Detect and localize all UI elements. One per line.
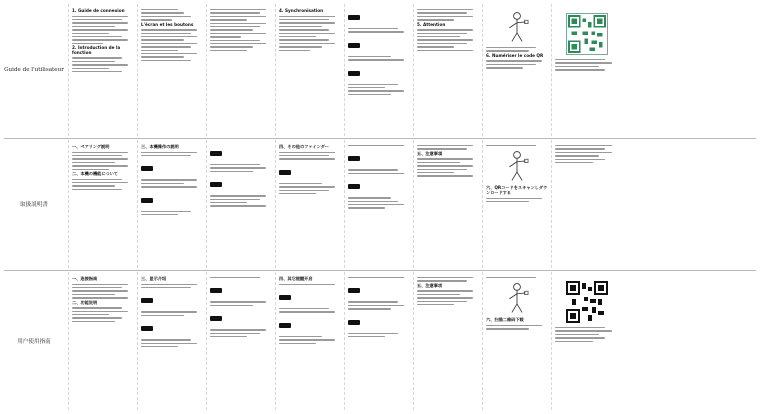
section-heading: 四、其它提醒开启 [279, 276, 313, 281]
text-line [417, 162, 460, 163]
text-line [141, 155, 191, 156]
watch-figure-icon [486, 149, 548, 183]
text-line [348, 84, 398, 85]
text-line [72, 152, 128, 153]
text-line [279, 308, 329, 309]
screen-icon [210, 151, 222, 156]
screen-icon [348, 320, 360, 325]
text-line [417, 36, 460, 37]
text-line [72, 307, 122, 308]
text-line [141, 36, 197, 37]
screen-icon [348, 184, 360, 189]
text-line [210, 33, 266, 34]
text-line [417, 294, 460, 295]
text-line [141, 287, 191, 288]
cover-panel [0, 140, 69, 268]
text-line [486, 50, 529, 51]
japanese-row [0, 140, 760, 268]
section-heading: 二、本機の機能について [72, 170, 118, 176]
text-line [141, 29, 197, 30]
text-line [279, 22, 335, 23]
text-line [210, 164, 260, 165]
text-panel [345, 272, 414, 410]
text-line [348, 90, 404, 91]
text-line [555, 155, 599, 156]
text-line [279, 26, 322, 27]
text-line [348, 28, 398, 29]
text-line [72, 317, 122, 318]
text-line [348, 333, 398, 334]
text-line [417, 158, 473, 159]
screen-icon [141, 198, 153, 203]
text-line [555, 330, 612, 331]
text-line [279, 284, 335, 285]
row-divider [4, 270, 756, 271]
text-line [348, 56, 391, 57]
text-line [72, 321, 115, 322]
text-line [279, 19, 329, 20]
text-line [417, 290, 473, 291]
text-line [210, 36, 241, 37]
text-line [279, 311, 335, 312]
text-line [72, 179, 122, 180]
chinese-row [0, 272, 760, 410]
text-line [417, 277, 473, 278]
text-line [72, 165, 128, 166]
text-line [72, 287, 122, 288]
text-line [417, 297, 473, 298]
text-line [72, 64, 128, 65]
cover-title: 取扱説明書 [20, 202, 48, 208]
text-line [72, 36, 122, 37]
text-line [141, 343, 197, 344]
text-panel [69, 272, 138, 410]
section-heading: 5. Attention [417, 21, 446, 27]
screen-icon [210, 288, 222, 293]
text-line [210, 9, 266, 10]
text-line [279, 16, 335, 17]
text-line [486, 67, 523, 68]
section-heading: 五、注意事项 [417, 282, 443, 288]
screen-icon [279, 323, 291, 328]
text-line [279, 183, 322, 184]
text-line [279, 155, 329, 156]
row-divider [4, 138, 756, 139]
text-line [279, 186, 335, 187]
text-line [555, 341, 593, 342]
text-panel [207, 140, 276, 268]
text-line [141, 315, 184, 316]
french-row [0, 4, 760, 136]
text-line [417, 165, 473, 166]
text-line [210, 336, 247, 337]
text-line [72, 182, 128, 183]
qr-panel [552, 4, 621, 136]
text-line [210, 26, 260, 27]
section-heading: 一、ペアリング説明 [72, 144, 110, 149]
text-panel [345, 4, 414, 136]
text-panel [207, 272, 276, 410]
qr-code-icon [566, 13, 608, 55]
text-line [417, 33, 467, 34]
text-panel [414, 140, 483, 268]
qr-code-icon [566, 281, 608, 323]
text-line [555, 148, 605, 149]
text-line [555, 159, 605, 160]
text-line [486, 201, 529, 202]
text-line [72, 290, 128, 291]
text-line [417, 50, 473, 51]
text-line [417, 16, 473, 17]
text-line [555, 59, 605, 60]
text-line [210, 171, 253, 172]
text-line [486, 60, 542, 61]
text-panel [276, 4, 345, 136]
text-line [141, 152, 197, 153]
text-line [486, 328, 529, 329]
text-line [141, 60, 191, 61]
section-heading: 1. Guide de connexion [72, 8, 125, 13]
section-heading: 五、注意事項 [417, 150, 443, 156]
text-line [555, 327, 605, 328]
screen-icon [348, 288, 360, 293]
text-panel [414, 272, 483, 410]
section-heading: 二、功能说明 [72, 299, 98, 305]
section-heading: 四、その他のファインダー [279, 144, 329, 149]
text-line [279, 339, 335, 340]
text-line [210, 16, 266, 17]
text-line [210, 43, 266, 44]
text-line [348, 336, 385, 337]
text-line [210, 40, 260, 41]
section-heading: 三、本機操作の説明 [141, 144, 179, 149]
text-line [486, 145, 536, 146]
text-line [417, 172, 454, 173]
text-line [348, 204, 404, 205]
text-line [417, 280, 467, 281]
text-panel [207, 4, 276, 136]
text-panel [69, 140, 138, 268]
text-line [141, 284, 197, 285]
text-line [417, 43, 467, 44]
text-line [210, 29, 253, 30]
screen-icon [141, 166, 153, 171]
text-line [72, 155, 122, 156]
text-line [72, 61, 115, 62]
section-heading: 2. Introduction de la fonction [72, 45, 121, 55]
cover-panel [0, 4, 69, 136]
text-line [210, 305, 253, 306]
section-heading: 六、扫描二维码下载 [486, 317, 524, 323]
text-line [555, 62, 612, 63]
text-line [141, 19, 172, 20]
text-line [72, 19, 122, 20]
text-line [279, 336, 322, 337]
text-line [417, 9, 473, 10]
text-panel [345, 140, 414, 268]
text-line [348, 59, 404, 60]
figure-panel [483, 4, 552, 136]
text-line [555, 152, 612, 153]
text-line [141, 53, 197, 54]
text-line [141, 33, 191, 34]
text-line [210, 329, 266, 330]
text-line [348, 94, 391, 95]
text-line [72, 314, 109, 315]
text-line [348, 201, 398, 202]
text-line [417, 301, 467, 302]
text-line [72, 311, 128, 312]
screen-icon [279, 170, 291, 175]
text-line [348, 197, 391, 198]
text-line [72, 169, 109, 170]
text-line [72, 33, 109, 34]
text-line [210, 277, 260, 278]
text-line [555, 145, 612, 146]
text-line [210, 199, 260, 200]
screen-icon [141, 326, 153, 331]
text-line [141, 16, 191, 17]
text-line [210, 12, 260, 13]
text-panel [276, 140, 345, 268]
text-line [72, 22, 128, 23]
screen-icon [210, 182, 222, 187]
text-line [417, 12, 467, 13]
cover-panel [0, 272, 69, 410]
text-line [210, 333, 260, 334]
text-line [279, 158, 335, 159]
text-line [348, 308, 391, 309]
text-line [486, 64, 536, 65]
text-line [141, 46, 191, 47]
text-line [417, 145, 473, 146]
screen-icon [348, 15, 360, 20]
text-line [348, 277, 404, 278]
text-line [348, 31, 404, 32]
text-line [72, 29, 128, 30]
text-line [141, 56, 184, 57]
screen-icon [348, 43, 360, 48]
text-line [279, 50, 310, 51]
text-line [72, 16, 128, 17]
text-line [279, 39, 329, 40]
text-panel [138, 4, 207, 136]
text-line [348, 87, 385, 88]
text-line [141, 339, 191, 340]
text-line [348, 305, 404, 306]
text-line [279, 193, 316, 194]
section-heading: 六、QRコードをスキャンしダウンロードする [486, 185, 548, 195]
figure-panel [483, 140, 552, 268]
text-line [141, 186, 197, 187]
text-line [348, 145, 404, 146]
text-line [279, 343, 316, 344]
section-heading: 4. Synchronisation [279, 8, 324, 13]
text-line [279, 190, 329, 191]
text-line [555, 337, 605, 338]
text-line [417, 19, 454, 20]
text-line [72, 68, 109, 69]
text-line [72, 162, 115, 163]
text-panel [138, 140, 207, 268]
text-line [348, 207, 385, 208]
text-line [279, 29, 329, 30]
screen-icon [141, 298, 153, 303]
text-line [279, 33, 335, 34]
section-heading: L'écran et les boutons [141, 21, 194, 27]
text-line [348, 173, 404, 174]
text-panel [276, 272, 345, 410]
text-line [210, 46, 253, 47]
text-line [348, 301, 398, 302]
screen-icon [279, 295, 291, 300]
text-line [486, 198, 542, 199]
text-line [210, 195, 266, 196]
text-line [141, 311, 197, 312]
figure-panel [483, 272, 552, 410]
text-line [72, 57, 122, 58]
text-line [72, 26, 115, 27]
text-line [210, 23, 266, 24]
text-line [486, 277, 536, 278]
text-line [555, 66, 599, 67]
text-line [417, 169, 467, 170]
text-line [72, 284, 128, 285]
text-line [210, 301, 266, 302]
screen-icon [348, 156, 360, 161]
section-heading: 三、显示介绍 [141, 276, 167, 281]
text-line [555, 69, 605, 70]
text-line [72, 39, 128, 40]
text-line [279, 36, 316, 37]
text-line [141, 50, 178, 51]
text-panel [414, 4, 483, 136]
text-line [555, 162, 593, 163]
text-line [417, 175, 473, 176]
text-line [141, 179, 197, 180]
text-line [141, 211, 191, 212]
section-heading: 6. Numériser le code QR [486, 52, 544, 58]
watch-figure-icon [486, 281, 548, 315]
text-line [72, 297, 128, 298]
text-panel [138, 272, 207, 410]
qr-panel [552, 272, 621, 410]
text-line [210, 205, 266, 206]
screen-icon [210, 316, 222, 321]
text-line [417, 304, 454, 305]
cover-title: 用户使用指南 [17, 339, 51, 345]
text-line [210, 202, 247, 203]
text-line [72, 294, 115, 295]
text-line [486, 325, 542, 326]
text-line [486, 47, 536, 48]
text-line [417, 46, 454, 47]
text-line [141, 43, 197, 44]
text-line [417, 29, 473, 30]
text-panel [69, 4, 138, 136]
text-line [141, 39, 184, 40]
text-line [141, 183, 184, 184]
text-line [72, 158, 128, 159]
text-line [417, 148, 467, 149]
text-line [141, 12, 184, 13]
text-line [141, 214, 178, 215]
text-line [210, 167, 266, 168]
text-line [555, 334, 599, 335]
screen-icon [348, 71, 360, 76]
watch-figure-icon [486, 10, 548, 44]
text-line [210, 50, 247, 51]
section-heading: 一、连接指南 [72, 276, 98, 281]
text-line [210, 19, 247, 20]
cover-title: Guide de l'utilisateur [4, 67, 64, 73]
text-line [72, 189, 122, 190]
text-line [279, 43, 335, 44]
text-line [279, 46, 322, 47]
text-line [72, 185, 115, 186]
text-line [72, 71, 122, 72]
text-line [279, 152, 335, 153]
text-line [141, 9, 178, 10]
text-line [141, 346, 178, 347]
text-line [72, 43, 103, 44]
text-panel [552, 140, 621, 268]
text-line [417, 39, 473, 40]
text-line [348, 169, 398, 170]
